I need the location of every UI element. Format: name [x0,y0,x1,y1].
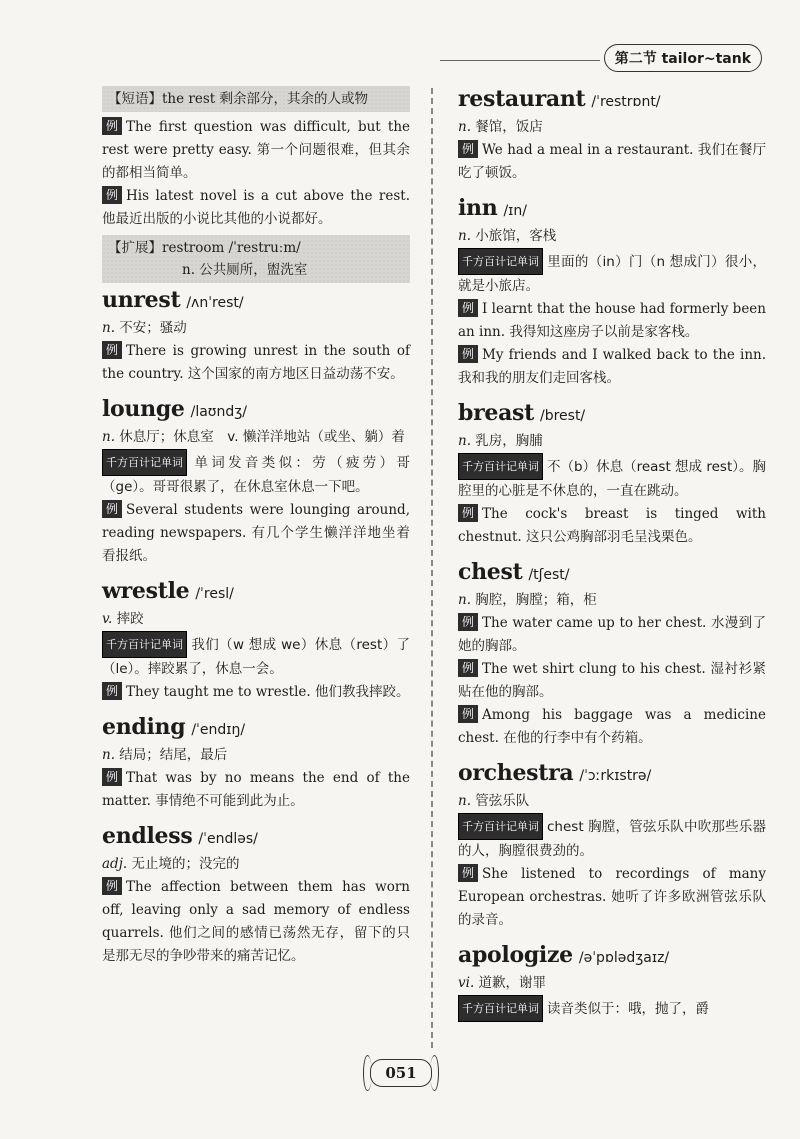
example-sentence [458,298,766,344]
example-zh: 这只公鸡胸部羽毛呈浅栗色。 [526,529,702,545]
example-zh: 有几个学生懒洋洋地坐着看报纸。 [102,525,411,564]
memory-badge: 千方百计记单词 [458,453,543,480]
example-en: The first question was difficult, but the rest were pretty easy. [102,119,410,158]
headword: endless [102,823,193,849]
phonetic: /ʌnˈrest/ [186,295,244,311]
left-entries [102,287,410,968]
example-badge: 例 [458,345,478,363]
word-entry [458,86,766,185]
example-zh: 他们之间的感情已荡然无存，留下的只是那无尽的争吵带来的痛苦记忆。 [102,925,411,964]
headword-row [102,287,410,313]
memory-tip [458,995,766,1022]
memory-tip [102,449,410,499]
example-sentence [458,344,766,390]
word-entry [102,714,410,813]
example-zh: 事情绝不可能到此为止。 [155,793,304,809]
example-badge: 例 [102,682,122,700]
meaning: 休息厅；休息室 v. 懒洋洋地站（或坐、躺）着 [119,429,405,445]
meaning: 小旅馆，客栈 [475,228,557,244]
example-en: The affection between them has worn off, leaving only a sad memory of endless quarrels. [102,879,410,941]
part-of-speech: n. [458,793,471,809]
rest-example [102,116,410,185]
memory-text: 我们（w 想成 we）休息（rest）了（le）。摔跤累了，休息一会。 [102,637,410,677]
definition [102,743,410,763]
example-zh: 他最近出版的小说比其他的小说都好。 [102,211,332,227]
phonetic: /ɪn/ [503,203,527,219]
header-rule [440,60,600,61]
meaning: 结局；结尾，最后 [119,747,228,763]
example-en: That was by no means the end of the matter. [102,770,410,809]
example-sentence [458,139,766,185]
word-entry [458,400,766,549]
example-badge: 例 [102,768,122,786]
memory-text: 里面的（in）门（n 想成门）很小，就是小旅店。 [458,254,766,294]
example-sentence [102,681,410,704]
example-zh: 在他的行李中有个药箱。 [503,730,652,746]
example-en: She listened to recordings of many European orchestras. [458,866,766,905]
headword-row [458,760,766,786]
headword-row [102,714,410,740]
definition [102,425,410,445]
example-zh: 他们教我摔跤。 [315,684,410,700]
example-en: Among his baggage was a medicine chest. [458,707,766,746]
part-of-speech: v. [102,611,113,627]
meaning: 道歉，谢罪 [478,975,547,991]
word-entry [102,287,410,386]
example-sentence [458,704,766,750]
expand-box [102,235,410,283]
word-entry [458,195,766,390]
example-zh: 水漫到了她的胸部。 [458,615,766,654]
part-of-speech: vi. [458,975,475,991]
example-badge: 例 [458,705,478,723]
headword-row [102,823,410,849]
part-of-speech: n. [458,228,471,244]
memory-tip [458,453,766,503]
phonetic: /ˈrestrɒnt/ [591,94,661,110]
expand-word: restroom /ˈrestruːm/ [162,240,301,256]
headword: restaurant [458,86,586,112]
example-badge: 例 [458,864,478,882]
meaning: 餐馆，饭店 [475,119,543,135]
headword-row [458,195,766,221]
part-of-speech: n. [102,747,115,763]
phrase-label: 【短语】 [108,91,162,107]
memory-tip [102,631,410,681]
memory-badge: 千方百计记单词 [458,813,543,840]
example-en: My friends and I walked back to the inn. [482,347,766,363]
right-column [458,86,766,1032]
memory-tip [458,248,766,298]
example-en: The wet shirt clung to his chest. [482,661,706,677]
example-en: They taught me to wrestle. [126,684,311,700]
part-of-speech: adj. [102,856,128,872]
headword: wrestle [102,578,190,604]
memory-badge: 千方百计记单词 [458,248,543,275]
left-column [102,86,410,978]
example-badge: 例 [102,877,122,895]
example-sentence [458,863,766,932]
definition [458,971,766,991]
headword: ending [102,714,186,740]
definition [102,316,410,336]
phonetic: /ˈɔːrkɪstrə/ [579,768,652,784]
expand-label: 【扩展】 [108,240,162,256]
example-en: Several students were lounging around, reading newspapers. [102,502,410,541]
definition [102,852,410,872]
headword-row [102,578,410,604]
word-entry [102,823,410,968]
definition [458,789,766,809]
example-sentence [102,767,410,813]
example-zh: 第一个问题很难，但其余的都相当简单。 [102,142,411,181]
definition [458,429,766,449]
example-en: There is growing unrest in the south of the country. [102,343,410,382]
headword: chest [458,559,523,585]
example-badge: 例 [458,613,478,631]
phonetic: /əˈpɒlədʒaɪz/ [578,950,670,966]
memory-tip [458,813,766,863]
word-entry [458,559,766,750]
phonetic: /ˈresl/ [195,586,234,602]
headword-row [458,86,766,112]
memory-text: 不（b）休息（reast 想成 rest）。胸腔里的心脏是不休息的，一直在跳动。 [458,459,766,499]
definition [458,588,766,608]
headword: unrest [102,287,181,313]
memory-badge: 千方百计记单词 [458,995,543,1022]
phrase-text: the rest 剩余部分，其余的人或物 [162,91,368,107]
part-of-speech: n. [102,429,115,445]
example-sentence [458,658,766,704]
column-divider [431,88,433,1048]
example-en: The water came up to her chest. [482,615,707,631]
meaning: 管弦乐队 [475,793,530,809]
example-zh: 我们在餐厅吃了顿饭。 [458,142,766,181]
definition [458,224,766,244]
phrase-box [102,86,410,112]
definition [458,115,766,135]
meaning: 摔跤 [116,611,144,627]
meaning: 胸腔，胸膛；箱，柜 [475,592,597,608]
example-en: We had a meal in a restaurant. [482,142,694,158]
example-badge: 例 [102,117,122,135]
headword-row [458,400,766,426]
meaning: 乳房，胸脯 [475,433,543,449]
part-of-speech: n. [458,119,471,135]
meaning: 不安；骚动 [119,320,187,336]
memory-badge: 千方百计记单词 [102,631,187,658]
example-en: The cock's breast is tinged with chestnut. [458,506,766,545]
example-zh: 她听了许多欧洲管弦乐队的录音。 [458,889,766,928]
example-badge: 例 [458,299,478,317]
word-entry [458,760,766,932]
word-entry [102,396,410,568]
section-header: 第二节 tailor~tank [604,44,762,72]
phonetic: /tʃest/ [528,567,570,583]
example-badge: 例 [102,186,122,204]
example-sentence [458,612,766,658]
memory-text: 读音类似于：哦，抛了，爵 [547,1001,709,1017]
headword: inn [458,195,498,221]
word-entry [458,942,766,1022]
expand-meaning: n. 公共厕所，盥洗室 [182,262,308,278]
phonetic: /ˈendɪŋ/ [191,722,246,738]
memory-text: chest 胸膛，管弦乐队中吹那些乐器的人，胸膛很费劲的。 [458,819,766,859]
headword: orchestra [458,760,574,786]
example-sentence [102,340,410,386]
example-zh: 我得知这座房子以前是家客栈。 [509,324,699,340]
meaning: 无止境的；没完的 [131,856,240,872]
phonetic: /brest/ [539,408,586,424]
example-zh: 这个国家的南方地区日益动荡不安。 [187,366,404,382]
word-entry [102,578,410,704]
phonetic: /ˈendləs/ [198,831,258,847]
example-badge: 例 [458,140,478,158]
memory-text: 单词发音类似：劳（疲劳）哥（ge）。哥哥很累了，在休息室休息一下吧。 [102,455,410,495]
example-zh: 湿衬衫紧贴在他的胸部。 [458,661,767,700]
example-sentence [102,876,410,968]
example-badge: 例 [458,504,478,522]
headword: lounge [102,396,185,422]
memory-badge: 千方百计记单词 [102,449,187,476]
example-sentence [102,499,410,568]
example-badge: 例 [102,341,122,359]
right-entries [458,86,766,1022]
rest-example [102,185,410,231]
part-of-speech: n. [458,592,471,608]
definition [102,607,410,627]
example-badge: 例 [458,659,478,677]
example-en: His latest novel is a cut above the rest. [126,188,410,204]
headword: breast [458,400,534,426]
part-of-speech: n. [102,320,115,336]
page-number: 051 [370,1059,432,1087]
headword-row [458,559,766,585]
example-sentence [458,503,766,549]
example-en: I learnt that the house had formerly been an inn. [458,301,766,340]
headword: apologize [458,942,573,968]
example-badge: 例 [102,500,122,518]
part-of-speech: n. [458,433,471,449]
phonetic: /laʊndʒ/ [190,404,248,420]
example-zh: 我和我的朋友们走回客栈。 [458,370,620,386]
headword-row [102,396,410,422]
headword-row [458,942,766,968]
